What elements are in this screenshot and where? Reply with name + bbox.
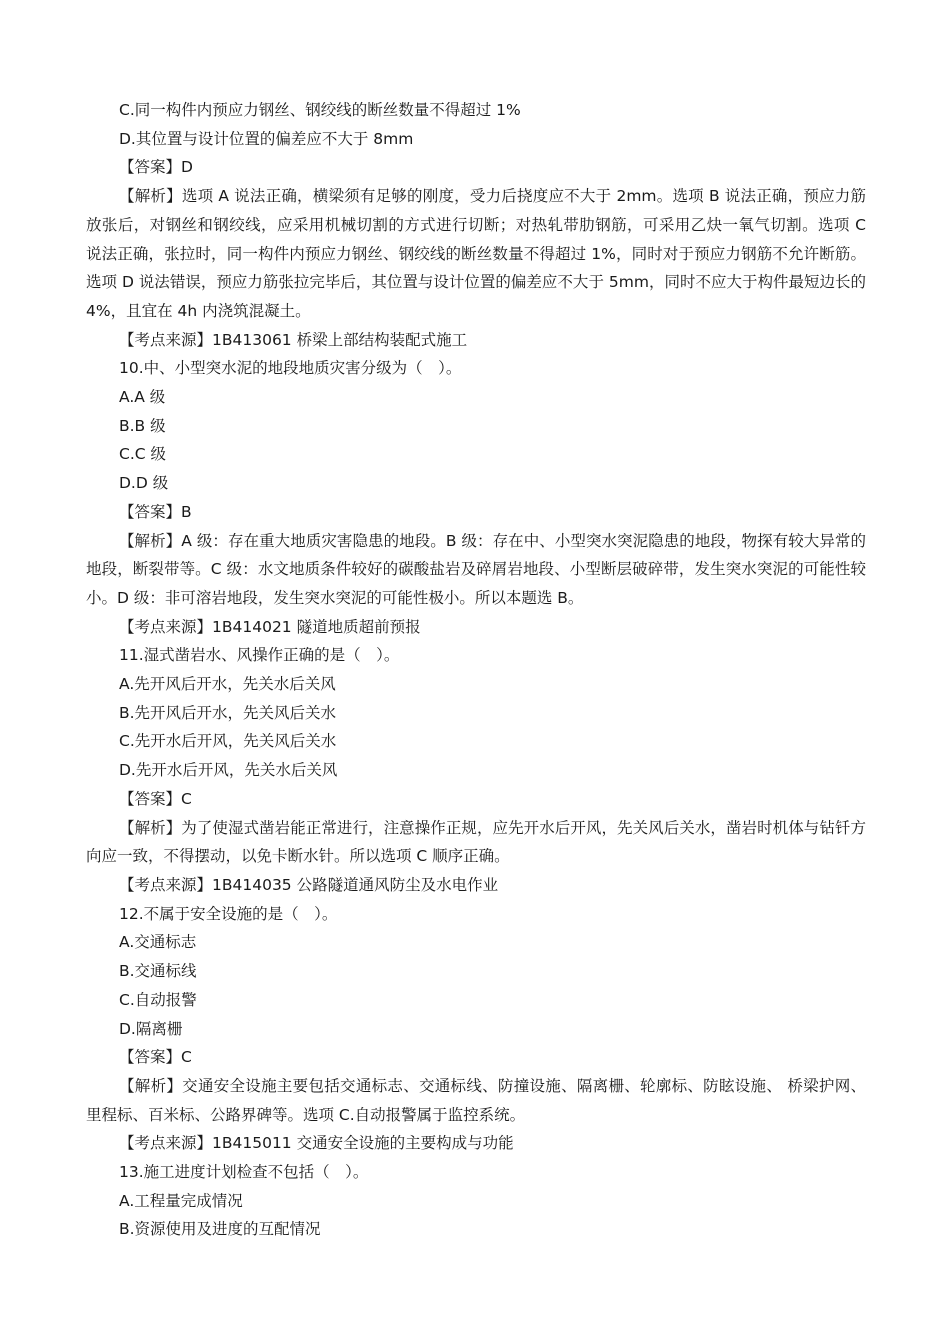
q10-option-d: D.D 级 — [119, 474, 169, 493]
q10-analysis: 【解析】A 级：存在重大地质灾害隐患的地段。B 级：存在中、小型突水突泥隐患的地段，物探有较大异常的地段，断裂带等。C 级：水文地质条件较好的碳酸盐岩及碎屑岩地段、小型断层破碎带，发生突水突泥的可能性较小。D 级：非可溶岩地段，发生突水突泥的可能性极小。所以本题选 B。 — [86, 531, 866, 607]
q9-answer: 【答案】D — [119, 158, 193, 177]
q9-source: 【考点来源】1B413061 桥梁上部结构装配式施工 — [119, 330, 468, 349]
q12-analysis: 【解析】交通安全设施主要包括交通标志、交通标线、防撞设施、隔离栅、轮廓标、防眩设施、 桥梁护网、里程标、百米标、公路界碑等。选项 C.自动报警属于监控系统。 — [86, 1076, 866, 1124]
q12-option-d: D.隔离栅 — [119, 1019, 183, 1038]
q11-source: 【考点来源】1B414035 公路隧道通风防尘及水电作业 — [119, 875, 499, 894]
q12-source: 【考点来源】1B415011 交通安全设施的主要构成与功能 — [119, 1134, 514, 1153]
q9-option-d: D.其位置与设计位置的偏差应不大于 8mm — [119, 129, 414, 148]
q12-answer: 【答案】C — [119, 1048, 192, 1067]
q12-option-c: C.自动报警 — [119, 990, 197, 1009]
q10-question: 10.中、小型突水泥的地段地质灾害分级为（ ）。 — [119, 359, 462, 378]
q11-option-b: B.先开风后开水，先关风后关水 — [119, 703, 337, 722]
q11-option-d: D.先开水后开风，先关水后关风 — [119, 761, 338, 780]
q11-answer: 【答案】C — [119, 789, 192, 808]
q13-question: 13.施工进度计划检查不包括（ ）。 — [119, 1163, 369, 1182]
q10-option-b: B.B 级 — [119, 416, 166, 435]
q13-option-b: B.资源使用及进度的互配情况 — [119, 1220, 321, 1239]
q13-option-a: A.工程量完成情况 — [119, 1191, 243, 1210]
q11-analysis: 【解析】为了使湿式凿岩能正常进行，注意操作正规，应先开水后开风，先关风后关水，凿岩时机体与钻钎方向应一致，不得摆动，以免卡断水针。所以选项 C 顺序正确。 — [86, 818, 866, 866]
q9-analysis: 【解析】选项 A 说法正确，横梁须有足够的刚度，受力后挠度应不大于 2mm。选项 B 说法正确，预应力筋放张后，对钢丝和钢绞线，应采用机械切割的方式进行切断；对热轧带肋钢筋，可采用乙炔一氧气切割。选项 C 说法正确，张拉时，同一构件内预应力钢丝、钢绞线的断丝数量不得超过 1%，同时对于预应力钢筋不允许断筋。选项 D 说法错误，预应力筋张拉完毕后，其位置与设计位置的偏差应不大于 5mm，同时不应大于构件最短边长的 4%，且宜在 4h 内浇筑混凝土。 — [86, 187, 866, 320]
q10-source: 【考点来源】1B414021 隧道地质超前预报 — [119, 617, 421, 636]
q10-option-a: A.A 级 — [119, 388, 166, 407]
q10-option-c: C.C 级 — [119, 445, 166, 464]
q12-question: 12.不属于安全设施的是（ ）。 — [119, 904, 338, 923]
q12-option-a: A.交通标志 — [119, 933, 197, 952]
q10-answer: 【答案】B — [119, 502, 192, 521]
document-content — [86, 96, 866, 1244]
q9-option-c: C.同一构件内预应力钢丝、钢绞线的断丝数量不得超过 1% — [119, 101, 521, 119]
q11-option-a: A.先开风后开水，先关水后关风 — [119, 675, 336, 694]
q12-option-b: B.交通标线 — [119, 962, 197, 981]
q11-option-c: C.先开水后开风，先关风后关水 — [119, 732, 337, 751]
q11-question: 11.湿式凿岩水、风操作正确的是（ ）。 — [119, 646, 400, 665]
